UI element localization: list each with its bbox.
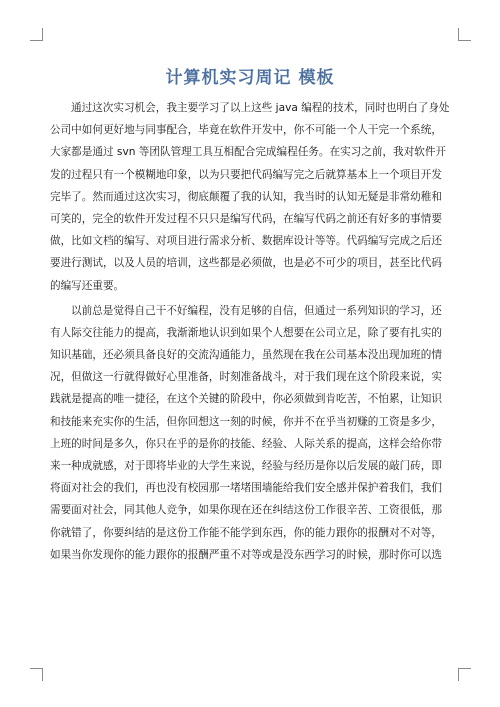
text-line: 需要面对社会，同其他人竞争，如果你现在还在纠结这份工作很辛苦、工资很低，那 bbox=[50, 504, 442, 517]
text-line: 和技能来充实你的生活，但你回想这一刻的时候，你并不在乎当初赚的工资是多少， bbox=[50, 415, 442, 428]
text-line: 以前总是觉得自己干不好编程，没有足够的自信，但通过一系列知识的学习，还 bbox=[71, 304, 442, 317]
text-line: 公司中如何更好地与同事配合，毕竟在软件开发中，你不可能一个人干完一个系统， bbox=[50, 124, 442, 137]
document-body bbox=[50, 97, 450, 566]
text-line: 知识基础，还必须具备良好的交流沟通能力，虽然现在我在公司基本没出现加班的情 bbox=[50, 349, 442, 362]
text-line: 通过这次实习机会，我主要学习了以上这些 java 编程的技术，同时也明白了身处 bbox=[71, 102, 450, 114]
text-line: 有人际交往能力的提高，我渐渐地认识到如果个人想要在公司立足，除了要有扎实的 bbox=[50, 326, 442, 339]
paragraph-1 bbox=[50, 97, 450, 297]
text-line: 大家都是通过 svn 等团队管理工具互相配合完成编程任务。在实习之前，我对软件开 bbox=[50, 146, 447, 159]
text-line: 要进行测试，以及人员的培训，这些都是必须做，也是必不可少的项目，甚至比代码 bbox=[50, 257, 442, 270]
text-line: 的编写还重要。 bbox=[50, 279, 125, 292]
text-line: 发的过程只有一个模糊地印象，以为只要把代码编写完之后就算基本上一个项目开发 bbox=[50, 168, 442, 181]
text-line: 况，但做这一行就得做好心里准备，时刻准备战斗，对于我们现在这个阶段来说，实 bbox=[50, 371, 442, 384]
crop-mark-bottom-left bbox=[30, 668, 43, 681]
document-title: 计算机实习周记 模板 bbox=[165, 68, 335, 88]
text-line: 完毕了。然而通过这次实习，彻底颠覆了我的认知，我当时的认知无疑是非常幼稚和 bbox=[50, 190, 442, 203]
text-line: 如果当你发现你的能力跟你的报酬严重不对等或是没东西学习的时候，那时你可以选 bbox=[50, 548, 442, 561]
text-line: 你就错了，你要纠结的是这份工作能不能学到东西，你的能力跟你的报酬对不对等， bbox=[50, 526, 442, 539]
crop-mark-bottom-right bbox=[458, 668, 471, 681]
text-line: 来一种成就感，对于即将毕业的大学生来说，经验与经历是你以后发展的敲门砖，即 bbox=[50, 460, 442, 472]
crop-mark-top-right bbox=[458, 28, 471, 41]
text-line: 践就是提高的唯一捷径，在这个关键的阶段中，你必须做到肯吃苦，不怕累，让知识 bbox=[50, 393, 442, 406]
paragraph-2 bbox=[50, 300, 450, 566]
crop-mark-top-left bbox=[30, 28, 43, 41]
text-line: 将面对社会的我们，再也没有校园那一堵堵围墙能给我们安全感并保护着我们，我们 bbox=[50, 482, 442, 495]
text-line: 上班的时间是多久，你只在乎的是你的技能、经验、人际关系的提高，这样会给你带 bbox=[50, 437, 442, 450]
text-line: 可笑的，完全的软件开发过程不只只是编写代码，在编写代码之前还有好多的事情要 bbox=[50, 212, 442, 225]
text-line: 做，比如文档的编写、对项目进行需求分析、数据库设计等等。代码编写完成之后还 bbox=[50, 235, 442, 248]
